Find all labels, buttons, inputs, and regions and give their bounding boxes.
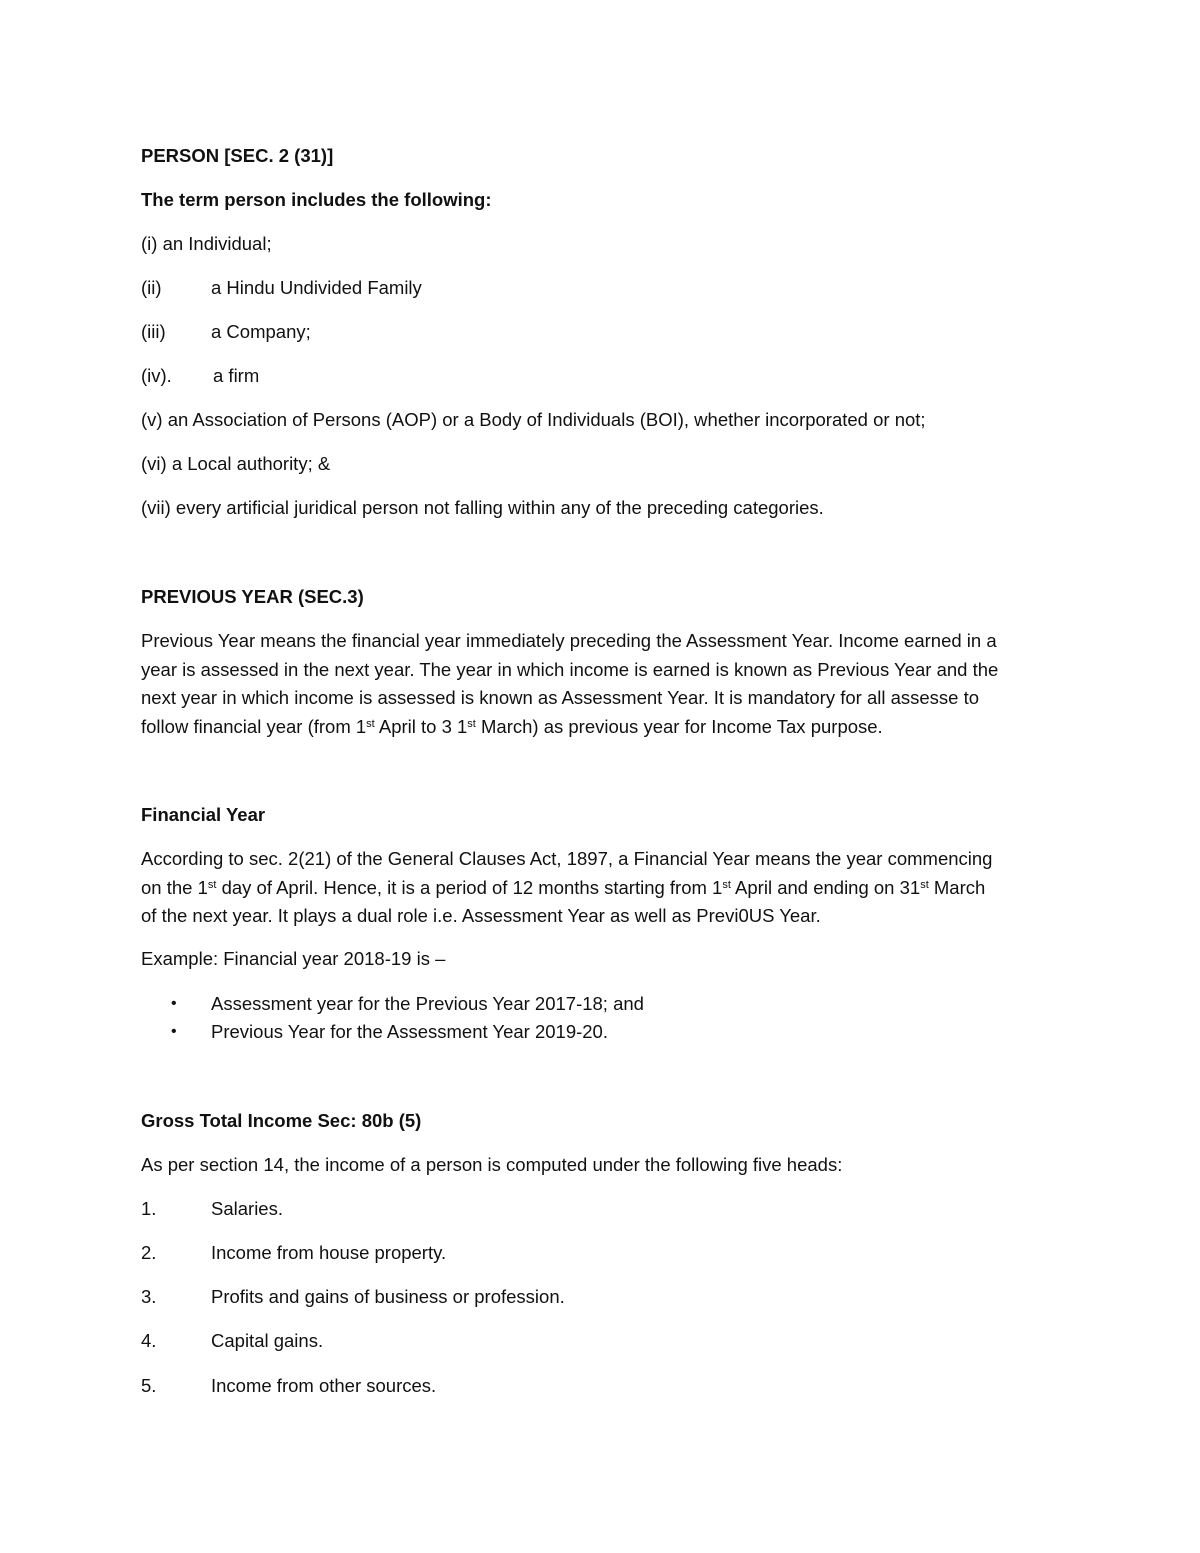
gross-total-income-heading: Gross Total Income Sec: 80b (5) [141,1110,422,1131]
person-item-6 [141,453,330,475]
text-run: March [928,876,986,898]
gross-total-income-intro: As per section 14, the income of a person is computed under the following five heads: [141,1154,843,1175]
income-head-text: Salaries. [211,1198,283,1219]
bullet-text: Previous Year for the Assessment Year 2019-20. [211,1021,608,1042]
person-item-text: a firm [213,365,260,386]
paragraph-line: According to sec. 2(21) of the General Clauses Act, 1897, a Financial Year means the year commencing [141,848,993,869]
person-item-text: (vi) a Local authority; & [141,453,331,474]
text-run: March) as previous year for Income Tax purpose. [475,715,883,737]
ordinal-suffix: st [467,717,476,730]
text-run: April and ending on 31 [730,876,921,898]
bullet-text: Assessment year for the Previous Year 2017-18; and [211,993,644,1014]
person-item-text: (v) an Association of Persons (AOP) or a Body of Individuals (BOI), whether incorporated or not; [141,409,926,430]
bullet-icon: • [171,1023,177,1040]
income-head-text: Income from house property. [211,1242,447,1263]
person-item-7 [141,497,824,519]
person-item-5 [141,409,926,431]
text-run: on the 1 [141,876,208,898]
previous-year-paragraph [141,627,1061,741]
ordinal-suffix: st [366,717,375,730]
person-item-text: (i) an Individual; [141,233,272,254]
income-head-number: 2. [141,1242,157,1263]
ordinal-suffix: st [920,878,929,891]
income-head-number: 4. [141,1330,157,1351]
person-item-marker: (ii) [141,277,162,298]
person-item-text: (vii) every artificial juridical person not falling within any of the preceding categories. [141,497,824,518]
text-run: April to 3 1 [374,715,468,737]
person-item-marker: (iv). [141,365,172,386]
income-head-text: Income from other sources. [211,1375,437,1396]
financial-year-heading: Financial Year [141,804,266,825]
previous-year-heading: PREVIOUS YEAR (SEC.3) [141,586,364,607]
paragraph-line [141,713,1061,742]
ordinal-suffix: st [722,878,731,891]
paragraph-line: of the next year. It plays a dual role i.e. Assessment Year as well as Previ0US Year. [141,905,821,926]
ordinal-suffix: st [207,878,217,891]
financial-year-example: Example: Financial year 2018-19 is – [141,948,446,969]
income-head-number: 3. [141,1286,157,1307]
paragraph-line: next year in which income is assessed is known as Assessment Year. It is mandatory for all assesse to [141,687,980,708]
person-item-1 [141,233,272,255]
income-head-number: 5. [141,1375,157,1396]
paragraph-line [141,874,1061,903]
financial-year-paragraph [141,845,1061,931]
person-intro: The term person includes the following: [141,189,492,210]
paragraph-line: Previous Year means the financial year immediately preceding the Assessment Year. Income earned in a [141,630,997,651]
person-item-marker: (iii) [141,321,166,342]
paragraph-line: year is assessed in the next year. The year in which income is earned is known as Previous Year and the [141,658,999,680]
text-run: day of April. Hence, it is a period of 12 months starting from 1 [216,876,723,898]
income-head-text: Capital gains. [211,1330,324,1351]
person-heading: PERSON [SEC. 2 (31)] [141,145,334,166]
income-head-text: Profits and gains of business or profession. [211,1286,565,1307]
person-item-text: a Company; [211,321,311,342]
text-run: follow financial year (from 1 [141,715,367,737]
income-head-number: 1. [141,1198,157,1219]
person-item-text: a Hindu Undivided Family [211,277,422,298]
bullet-icon: • [171,995,177,1012]
